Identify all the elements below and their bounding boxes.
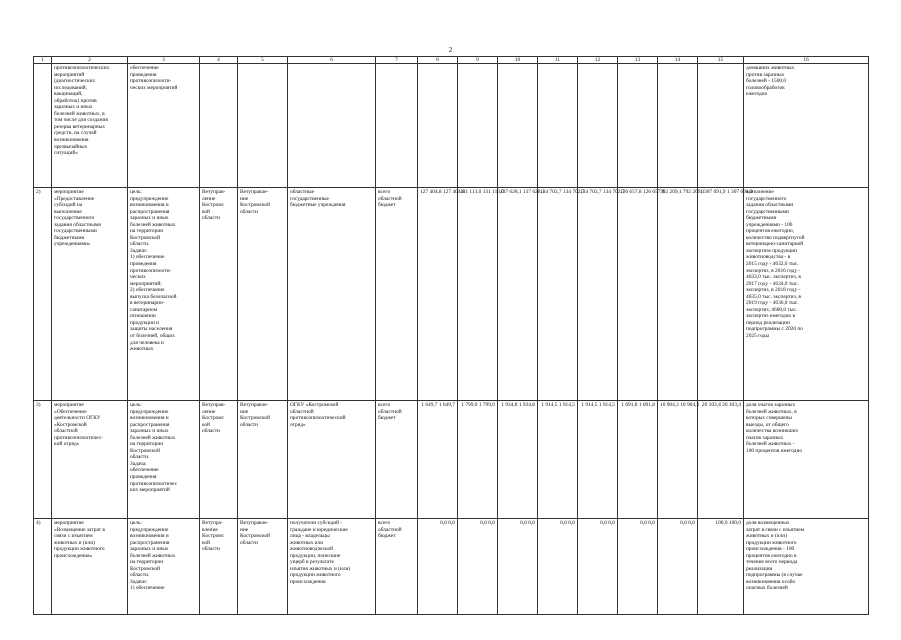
column-header: 3 [128, 57, 200, 64]
amount-cell [498, 64, 538, 188]
amount-cell: 792 209,1 792 209,1 [658, 188, 698, 401]
amount-cell [578, 64, 618, 188]
measure-name: противоэпизоотических мероприятий (диагностических исследований, вакцинаций, обработок) против заразных и иных болезней животных, в том числе для создания резерва ветеринарных средств, на случай возникновения чрезвычайных ситуаций» [52, 64, 128, 188]
target-indicator: доля очагов заразных болезней животных, в которых совершены выезды, от общего количества возникших очагов заразных болезней животных - 100 процентов ежегодно [744, 401, 869, 519]
executor: Ветуправ- ление Костромс кой области [200, 188, 238, 401]
amount-cell: 134 702,7 134 702,7 [538, 188, 578, 401]
coordinator: Ветуправле- ние Костромской области [238, 188, 288, 401]
coordinator [238, 64, 288, 188]
program-table [33, 56, 869, 615]
amount-cell: 0,0 0,0 [578, 519, 618, 615]
amount-cell: 1 914,5 1 914,5 [538, 401, 578, 519]
column-header: 16 [744, 57, 869, 64]
column-header: 10 [498, 57, 538, 64]
measure-goal: цель: предупреждение возникновения и распространения заразных и иных болезней животных на территории Костромской области. Задачи: 1) обеспечение проведения противоэпизооти- ческих мероприятий; 2) обеспечение выпуска безопасной в ветеринарно- санитарном отношении продукции и защиты населения от болезней, общих для человека и животных [128, 188, 200, 401]
amount-cell: 137 628,1 137 628,1 [498, 188, 538, 401]
amount-cell: 1 799,0 1 799,0 [458, 401, 498, 519]
executor [200, 64, 238, 188]
row-index: 4) [34, 519, 52, 615]
measure-name: мероприятие «Предоставление субсидий на выполнение государственного задания областными государственными бюджетными учреждениями» [52, 188, 128, 401]
amount-cell: 126 657,8 126 657,8 [618, 188, 658, 401]
amount-total: 100,0 100,0 [698, 519, 744, 615]
amount-cell: 0,0 0,0 [538, 519, 578, 615]
column-header: 13 [618, 57, 658, 64]
measure-name: мероприятие «Возмещение затрат в связи с изъятием животных и (или) продукции животного происхождения» [52, 519, 128, 615]
measure-goal: цель: предупреждение возникновения и распространения заразных и иных болезней животных на территории Костромской области. Задача: обеспечение проведения противоэпизоотичес ких мероприятий [128, 401, 200, 519]
amount-cell: 0,0 0,0 [418, 519, 458, 615]
column-header: 1 [34, 57, 52, 64]
amount-cell [458, 64, 498, 188]
row-index [34, 64, 52, 188]
amount-cell: 1 934,8 1 934,8 [498, 401, 538, 519]
column-header: 5 [238, 57, 288, 64]
table-row [34, 401, 869, 519]
table-row [34, 64, 869, 188]
funding-source: всего областной бюджет [376, 401, 418, 519]
amount-cell: 0,0 0,0 [618, 519, 658, 615]
amount-cell: 0,0 0,0 [658, 519, 698, 615]
amount-cell: 10 904,3 10 904,3 [658, 401, 698, 519]
amount-total: 20 103,4 20 103,4 [698, 401, 744, 519]
column-header: 6 [288, 57, 376, 64]
table-row [34, 188, 869, 401]
column-header: 9 [458, 57, 498, 64]
amount-cell [618, 64, 658, 188]
page-number: 2 [448, 46, 453, 54]
column-number-row [34, 57, 869, 64]
table-row [34, 519, 869, 615]
amount-total [698, 64, 744, 188]
coordinator: Ветуправле- ние Костромской области [238, 401, 288, 519]
executor: Ветуправ- ление Костромс кой области [200, 401, 238, 519]
recipient: ОГКУ «Костромской областной противоэпизоотический отряд» [288, 401, 376, 519]
amount-cell: 1 649,7 1 649,7 [418, 401, 458, 519]
amount-cell: 131 113,0 131 113,0 [458, 188, 498, 401]
funding-source: всего областной бюджет [376, 519, 418, 615]
funding-source [376, 64, 418, 188]
measure-goal: цель: предупреждение возникновения и распространения заразных и иных болезней животных на территории Костромской области. Задачи: 1) обеспечение [128, 519, 200, 615]
row-index: 2) [34, 188, 52, 401]
amount-cell [418, 64, 458, 188]
coordinator: Ветуправле- ние Костромской области [238, 519, 288, 615]
funding-source: всего областной бюджет [376, 188, 418, 401]
column-header: 8 [418, 57, 458, 64]
column-header: 4 [200, 57, 238, 64]
column-header: 12 [578, 57, 618, 64]
column-header: 7 [376, 57, 418, 64]
amount-cell [658, 64, 698, 188]
amount-cell: 0,0 0,0 [458, 519, 498, 615]
recipient: получатели субсидий - граждане и юридические лица - владельцы животных или животноводческой продукции, понесшие ущерб в результате изъятия животных и (или) продукции животного происхождения [288, 519, 376, 615]
target-indicator: домашних животных против заразных болезней - 1500,0 головообработок ежегодно [744, 64, 869, 188]
amount-cell: 127 404,8 127 404,8 [418, 188, 458, 401]
target-indicator: доля возмещенных затрат в связи с изъятием животных и (или) продукции животного происхождения - 100 процентов ежегодно в течение всего периода реализации подпрограммы (в случае возникновения особо опасных болезней [744, 519, 869, 615]
amount-cell: 1 691,8 1 691,8 [618, 401, 658, 519]
column-header: 14 [658, 57, 698, 64]
amount-total: 1 307 691,9 1 307 691,9 [698, 188, 744, 401]
column-header: 2 [52, 57, 128, 64]
measure-name: мероприятие «Обеспечение деятельности ОГКУ «Костромской областной противоэпизоотичес- кий отряд» [52, 401, 128, 519]
amount-cell [538, 64, 578, 188]
amount-cell: 134 702,7 134 702,7 [578, 188, 618, 401]
measure-goal: обеспечение проведения противоэпизооти- ческих мероприятий [128, 64, 200, 188]
amount-cell: 1 914,5 1 914,5 [578, 401, 618, 519]
recipient [288, 64, 376, 188]
target-indicator: выполнение государственного задания областными государственными бюджетными учреждениями - 100 процентов ежегодно, количество подвергнутой ветеринарно-санитарной экспертизе продукции животноводства - в 2015 году - 4632,0 тыс. экспертиз, в 2016 году - 4633,0 тыс. экспертиз, в 2017 году - 4634,0 тыс. экспертиз, в 2018 году - 4635,0 тыс. экспертиз, в 2019 году - 4636,0 тыс. экспертиз; 4600,0 тыс. экспертиз ежегодно в период реализации подпрограммы с 2020 по 2025 годы [744, 188, 869, 401]
executor: Ветупра- вление Костромс кой области [200, 519, 238, 615]
row-index: 3) [34, 401, 52, 519]
column-header: 11 [538, 57, 578, 64]
amount-cell: 0,0 0,0 [498, 519, 538, 615]
recipient: областные государственные бюджетные учреждения [288, 188, 376, 401]
column-header: 15 [698, 57, 744, 64]
